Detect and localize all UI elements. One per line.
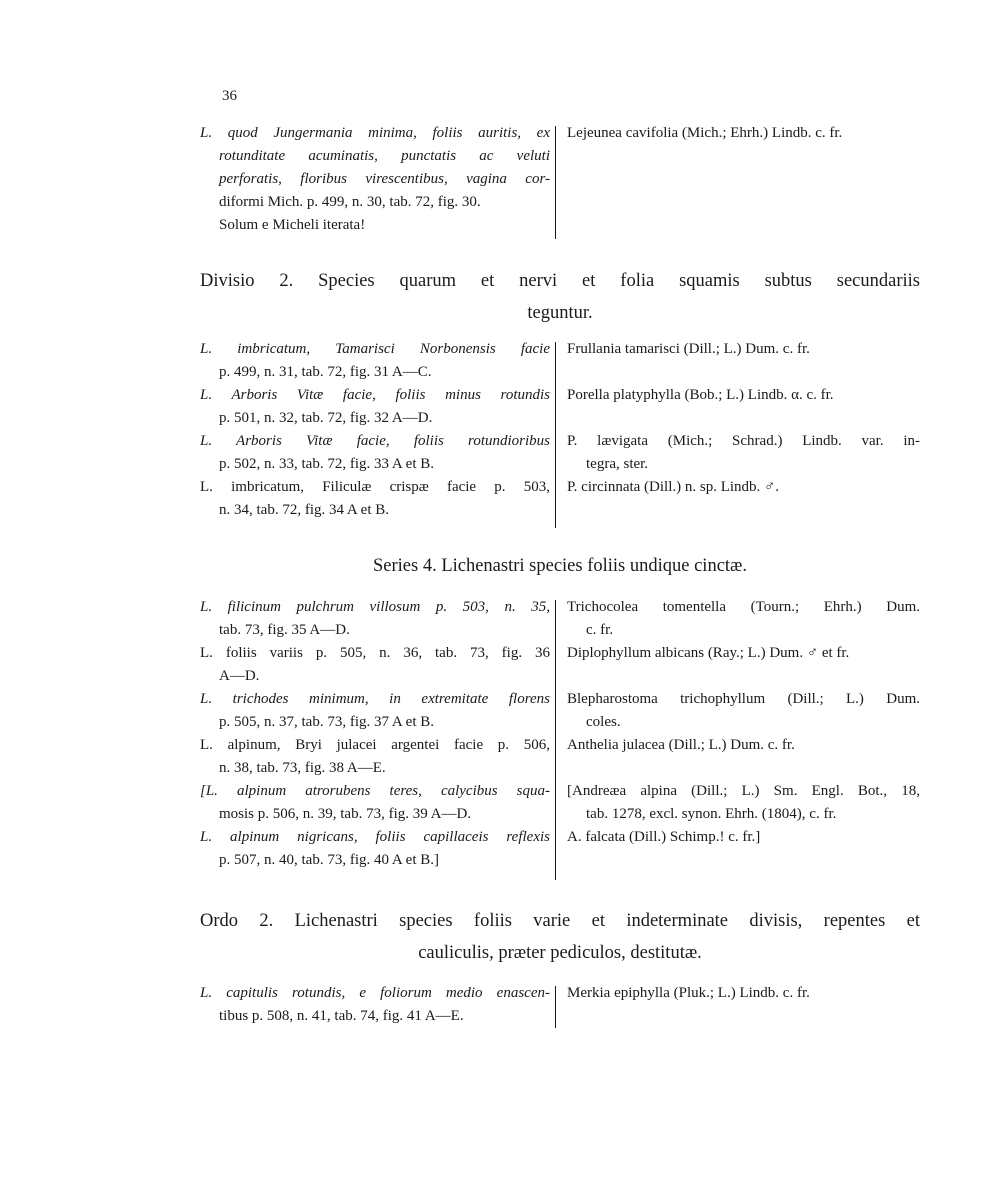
entry-right: [567, 596, 920, 849]
entry-line: L. quod Jungermania minima, foliis auritis, ex: [200, 125, 550, 141]
entry-line: n. 38, tab. 73, fig. 38 A—E.: [219, 760, 386, 776]
entry-line: Merkia epiphylla (Pluk.; L.) Lindb. c. fr.: [567, 985, 810, 1001]
entry-line: rotunditate acuminatis, punctatis ac veluti: [219, 148, 550, 164]
section-heading-divisio: [200, 265, 920, 329]
entry-line: Anthelia julacea (Dill.; L.) Dum. c. fr.: [567, 737, 795, 753]
heading-line: cauliculis, præter pediculos, destitutæ.: [418, 943, 702, 963]
entry-line: diformi Mich. p. 499, n. 30, tab. 72, fig. 30.: [219, 194, 481, 210]
entry-line: P. lævigata (Mich.; Schrad.) Lindb. var. in-: [567, 433, 920, 449]
entry-line: coles.: [586, 714, 621, 730]
entry-line: mosis p. 506, n. 39, tab. 73, fig. 39 A—D.: [219, 806, 472, 822]
entry-line: p. 501, n. 32, tab. 72, fig. 32 A—D.: [219, 410, 433, 426]
entry-line: L. imbricatum, Tamarisci Norbonensis facie: [200, 341, 550, 357]
heading-line: Series 4. Lichenastri species foliis undique cinctæ.: [372, 556, 748, 576]
entry-right: [567, 122, 920, 145]
entry-right: [567, 982, 920, 1005]
column-divider: [555, 600, 556, 880]
section-heading-series: [200, 550, 920, 582]
entry-line: n. 34, tab. 72, fig. 34 A et B.: [219, 502, 389, 518]
entry-line: [567, 665, 920, 688]
entry-line: L. capitulis rotundis, e foliorum medio enascen-: [200, 985, 550, 1001]
entry-line: tibus p. 508, n. 41, tab. 74, fig. 41 A—E.: [219, 1008, 464, 1024]
entry-line: [567, 407, 920, 430]
column-divider: [555, 342, 556, 528]
entry-line: L. imbricatum, Filiculæ crispæ facie p. 503,: [200, 479, 550, 495]
entry-line: Frullania tamarisci (Dill.; L.) Dum. c. fr.: [567, 341, 810, 357]
entry-left: [200, 982, 550, 1028]
entry-line: p. 507, n. 40, tab. 73, fig. 40 A et B.]: [219, 852, 439, 868]
entry-line: [567, 757, 920, 780]
entry-line: [Andreæa alpina (Dill.; L.) Sm. Engl. Bot., 18,: [567, 783, 920, 799]
entry-line: Blepharostoma trichophyllum (Dill.; L.) Dum.: [567, 691, 920, 707]
entry-line: L. foliis variis p. 505, n. 36, tab. 73, fig. 36: [200, 645, 550, 661]
entry-line: L. alpinum, Bryi julacei argentei facie p. 506,: [200, 737, 550, 753]
entry-line: p. 499, n. 31, tab. 72, fig. 31 A—C.: [219, 364, 432, 380]
entry-line: [567, 361, 920, 384]
entry-line: A. falcata (Dill.) Schimp.! c. fr.]: [567, 829, 761, 845]
entry-line: p. 502, n. 33, tab. 72, fig. 33 A et B.: [219, 456, 434, 472]
heading-line: Divisio 2. Species quarum et nervi et folia squamis subtus secundariis: [200, 271, 920, 291]
entry-line: Trichocolea tomentella (Tourn.; Ehrh.) Dum.: [567, 599, 920, 615]
entry-line: tegra, ster.: [586, 456, 649, 472]
heading-line: teguntur.: [527, 303, 593, 323]
entry-line: L. alpinum nigricans, foliis capillaceis reflexis: [200, 829, 550, 845]
entry-left: [200, 122, 550, 237]
page-number: 36: [222, 88, 237, 104]
entry-line: L. Arboris Vitæ facie, foliis rotundioribus: [200, 433, 550, 449]
entry-line: p. 505, n. 37, tab. 73, fig. 37 A et B.: [219, 714, 434, 730]
section-heading-ordo: [200, 905, 920, 969]
entry-line: L. filicinum pulchrum villosum p. 503, n. 35,: [200, 599, 550, 615]
entry-line: A—D.: [219, 668, 260, 684]
entry-line: L. Arboris Vitæ facie, foliis minus rotundis: [200, 387, 550, 403]
entry-line: tab. 73, fig. 35 A—D.: [219, 622, 350, 638]
entry-line: perforatis, floribus virescentibus, vagina cor-: [219, 171, 550, 187]
entry-line: tab. 1278, excl. synon. Ehrh. (1804), c. fr.: [586, 806, 837, 822]
entry-line: Lejeunea cavifolia (Mich.; Ehrh.) Lindb. c. fr.: [567, 125, 843, 141]
entry-line: [L. alpinum atrorubens teres, calycibus squa-: [200, 783, 550, 799]
heading-line: Ordo 2. Lichenastri species foliis varie et indeterminate divisis, repentes et: [200, 911, 920, 931]
column-divider: [555, 986, 556, 1028]
entry-left: [200, 596, 550, 872]
entry-line: Diplophyllum albicans (Ray.; L.) Dum. ♂ et fr.: [567, 645, 850, 661]
entry-line: L. trichodes minimum, in extremitate florens: [200, 691, 550, 707]
column-divider: [555, 126, 556, 239]
entry-left: [200, 338, 550, 522]
entry-line: Porella platyphylla (Bob.; L.) Lindb. α. c. fr.: [567, 387, 834, 403]
entry-line: P. circinnata (Dill.) n. sp. Lindb. ♂.: [567, 479, 780, 495]
entry-line: c. fr.: [586, 622, 614, 638]
entry-line: Solum e Micheli iterata!: [219, 217, 366, 233]
entry-right: [567, 338, 920, 499]
